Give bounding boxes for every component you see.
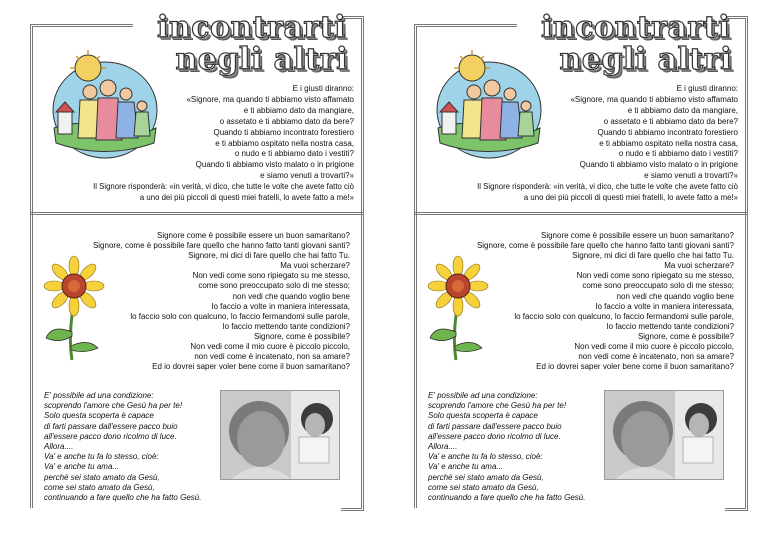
poem-text xyxy=(60,231,350,372)
closing-line: come sei stato amato da Gesù, xyxy=(44,482,155,492)
leaflet-page-right xyxy=(384,0,768,543)
poem-line: Signore come è possibile essere un buon samaritano? xyxy=(156,231,350,240)
poem-line: lo faccio mettendo tante condizioni? xyxy=(222,321,350,331)
gospel-quote xyxy=(54,84,354,204)
quote-line: a uno dei più piccoli di questi miei fratelli, lo avete fatto a me!» xyxy=(523,193,738,203)
quote-line: a uno dei più piccoli di questi miei fratelli, lo avete fatto a me!» xyxy=(139,193,354,203)
poem-line: non vedi che quando voglio bene xyxy=(232,291,350,301)
closing-line: di farti passare dall'essere pacco buio xyxy=(44,421,178,431)
closing-line: continuando a fare quello che ha fatto Gesù. xyxy=(44,493,202,503)
quote-line: e siamo venuti a trovarti?» xyxy=(644,171,738,181)
quote-line: Quando ti abbiamo visto malato o in prigione xyxy=(579,160,738,170)
quote-line: E i giusti diranno: xyxy=(676,84,738,93)
children-photo xyxy=(604,390,724,480)
poem-line: non vedi come è incatenato, non sa amare? xyxy=(194,352,350,362)
quote-line: o assetato e ti abbiamo dato da bere? xyxy=(219,116,354,126)
poem-line: Signore, come è possibile fare quello che hanno fatto tanti giovani santi? xyxy=(476,241,734,251)
children-photo xyxy=(220,390,340,480)
closing-line: perché sei stato amato da Gesù, xyxy=(428,472,544,482)
poem-line: Signore, come è possibile? xyxy=(253,331,350,341)
poem-line: Signore, come è possibile fare quello che hanno fatto tanti giovani santi? xyxy=(92,241,350,251)
gospel-quote xyxy=(438,84,738,204)
closing-line: all'essere pacco dono ricolmo di luce. xyxy=(428,431,561,441)
poem-line: Non vedi come il mio cuore è piccolo piccolo, xyxy=(574,342,734,352)
closing-text xyxy=(428,391,618,503)
poem-line: non vedi come è incatenato, non sa amare? xyxy=(578,352,734,362)
quote-line: E i giusti diranno: xyxy=(292,84,354,93)
section-divider xyxy=(30,212,364,215)
poem-line: Ma vuoi scherzare? xyxy=(280,261,350,271)
quote-line: e ti abbiamo ospitato nella nostra casa, xyxy=(599,138,738,148)
closing-line: Allora.... xyxy=(44,442,74,452)
poem-line: come sono preoccupato solo di me stesso; xyxy=(198,281,350,291)
quote-line: Quando ti abbiamo incontrato forestiero xyxy=(213,127,354,137)
closing-line: continuando a fare quello che ha fatto Gesù. xyxy=(428,493,586,503)
poem-line: lo faccio a volte in maniera interessata, xyxy=(211,301,350,311)
quote-line: Quando ti abbiamo incontrato forestiero xyxy=(597,127,738,137)
poem-line: lo faccio solo con qualcuno, lo faccio fermandomi sulle parole, xyxy=(130,311,350,321)
closing-text xyxy=(44,391,234,503)
poem-line: lo faccio a volte in maniera interessata, xyxy=(595,301,734,311)
quote-line: e ti abbiamo ospitato nella nostra casa, xyxy=(215,138,354,148)
closing-line: Solo questa scoperta è capace xyxy=(44,411,154,421)
poem-text xyxy=(444,231,734,372)
title-line-2: negli altri xyxy=(559,42,732,77)
quote-line: o nudo e ti abbiamo dato i vestiti? xyxy=(234,149,354,159)
closing-line: Solo questa scoperta è capace xyxy=(428,411,538,421)
closing-line: come sei stato amato da Gesù, xyxy=(428,482,539,492)
closing-line: Va' e anche tu fa lo stesso, cioè: xyxy=(44,452,159,462)
title-line-1: incontrarti xyxy=(157,10,346,45)
quote-line: e ti abbiamo dato da mangiare, xyxy=(627,105,738,115)
poem-line: Non vedi come il mio cuore è piccolo piccolo, xyxy=(190,342,350,352)
quote-line: e ti abbiamo dato da mangiare, xyxy=(243,105,354,115)
closing-line: perché sei stato amato da Gesù, xyxy=(44,472,160,482)
closing-line: di farti passare dall'essere pacco buio xyxy=(428,421,562,431)
quote-line: «Signore, ma quando ti abbiamo visto affamato xyxy=(186,94,354,104)
closing-line: Allora.... xyxy=(428,442,458,452)
poem-line: Signore, mi dici di fare quello che hai fatto Tu. xyxy=(188,251,350,261)
poem-line: lo faccio mettendo tante condizioni? xyxy=(606,321,734,331)
poem-line: non vedi che quando voglio bene xyxy=(616,291,734,301)
poem-line: Ma vuoi scherzare? xyxy=(664,261,734,271)
quote-line: Il Signore risponderà: «in verità, vi dico, che tutte le volte che avete fatto ciò xyxy=(477,182,738,192)
closing-line: E' possibile ad una condizione: xyxy=(44,391,154,400)
poem-line: Signore, come è possibile? xyxy=(637,331,734,341)
title-line-1: incontrarti xyxy=(541,10,730,45)
title-line-2: negli altri xyxy=(175,42,348,77)
poem-line: Non vedi come sono ripiegato su me stesso, xyxy=(576,271,734,281)
quote-line: Il Signore risponderà: «in verità, vi dico, che tutte le volte che avete fatto ciò xyxy=(93,182,354,192)
poem-line: come sono preoccupato solo di me stesso; xyxy=(582,281,734,291)
closing-line: scoprendo l'amore che Gesù ha per te! xyxy=(44,401,183,411)
quote-line: «Signore, ma quando ti abbiamo visto affamato xyxy=(570,94,738,104)
closing-line: Va' e anche tu fa lo stesso, cioè: xyxy=(428,452,543,462)
poem-line: Signore come è possibile essere un buon samaritano? xyxy=(540,231,734,240)
closing-line: E' possibile ad una condizione: xyxy=(428,391,538,400)
section-divider xyxy=(414,212,748,215)
quote-line: Quando ti abbiamo visto malato o in prigione xyxy=(195,160,354,170)
poem-line: Ed io dovrei saper voler bene come il buon samaritano? xyxy=(152,362,350,372)
closing-line: Va' e anche tu ama... xyxy=(44,462,120,472)
poem-line: Non vedi come sono ripiegato su me stesso, xyxy=(192,271,350,281)
quote-line: o assetato e ti abbiamo dato da bere? xyxy=(603,116,738,126)
closing-line: scoprendo l'amore che Gesù ha per te! xyxy=(428,401,567,411)
closing-line: all'essere pacco dono ricolmo di luce. xyxy=(44,431,177,441)
quote-line: o nudo e ti abbiamo dato i vestiti? xyxy=(618,149,738,159)
poem-line: Ed io dovrei saper voler bene come il buon samaritano? xyxy=(536,362,734,372)
closing-line: Va' e anche tu ama... xyxy=(428,462,504,472)
quote-line: e siamo venuti a trovarti?» xyxy=(260,171,354,181)
poem-line: Signore, mi dici di fare quello che hai fatto Tu. xyxy=(572,251,734,261)
poem-line: lo faccio solo con qualcuno, lo faccio fermandomi sulle parole, xyxy=(514,311,734,321)
